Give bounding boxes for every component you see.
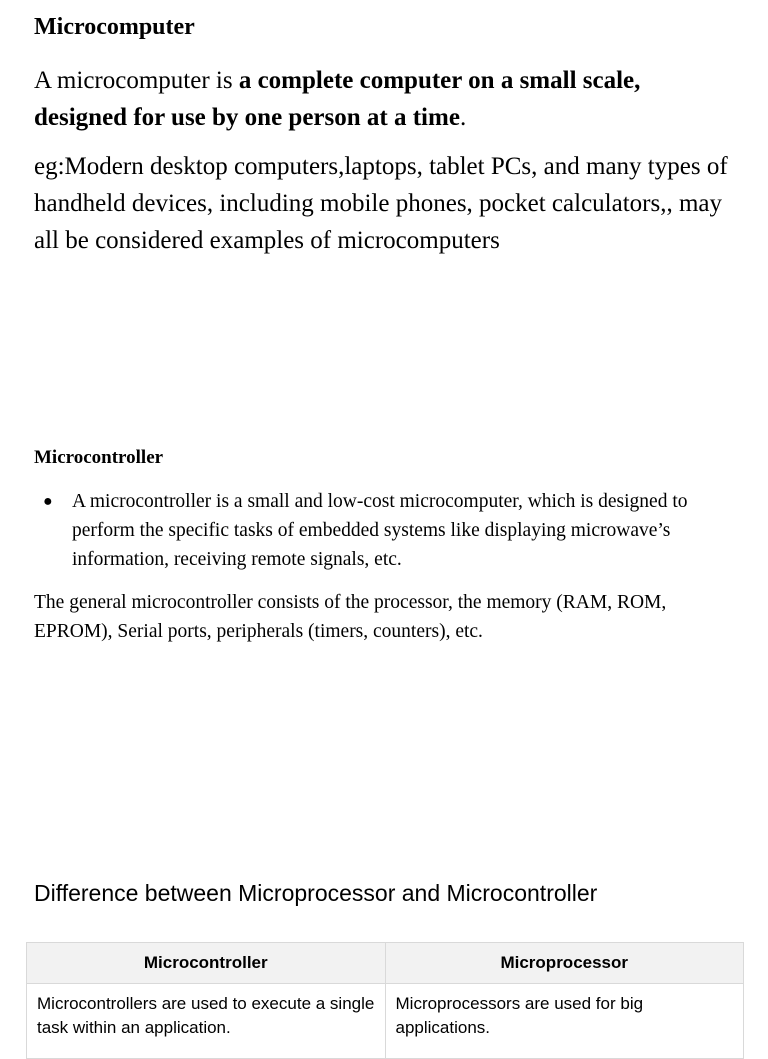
microcontroller-general: The general microcontroller consists of the processor, the memory (RAM, ROM, EPROM), Serial ports, peripherals (timers, counters), etc. [34, 592, 667, 642]
definition-bold: a complete computer on a small scale, designed for use by one person at a time [34, 67, 641, 131]
definition-prefix: A microcomputer is [34, 67, 239, 94]
microcomputer-definition [34, 62, 734, 136]
heading-microcomputer: Microcomputer [34, 14, 195, 40]
heading-microcontroller: Microcontroller [34, 447, 164, 468]
bullet-icon: ● [43, 493, 53, 510]
list-item [34, 487, 734, 574]
column-header-microprocessor: Microprocessor [385, 943, 744, 984]
table-cell-microcontroller: Microcontrollers are used to execute a single task within an application. [27, 984, 386, 1059]
table-cell-microprocessor: Microprocessors are used for big applications. [385, 984, 744, 1059]
comparison-table [26, 942, 744, 1059]
microcontroller-bullet-list [34, 487, 734, 574]
table-header-row [27, 943, 744, 984]
microcomputer-examples: eg:Modern desktop computers,laptops, tablet PCs, and many types of handheld devices, including mobile phones, pocket calculators,, may all be considered examples of microcomputers [34, 153, 728, 254]
bullet-text: A microcontroller is a small and low-cost microcomputer, which is designed to perform the specific tasks of embedded systems like displaying microwave’s information, receiving remote signals, etc. [72, 491, 688, 570]
heading-difference: Difference between Microprocessor and Microcontroller [34, 880, 598, 906]
table-row [27, 984, 744, 1059]
definition-suffix: . [459, 104, 467, 131]
column-header-microcontroller: Microcontroller [27, 943, 386, 984]
